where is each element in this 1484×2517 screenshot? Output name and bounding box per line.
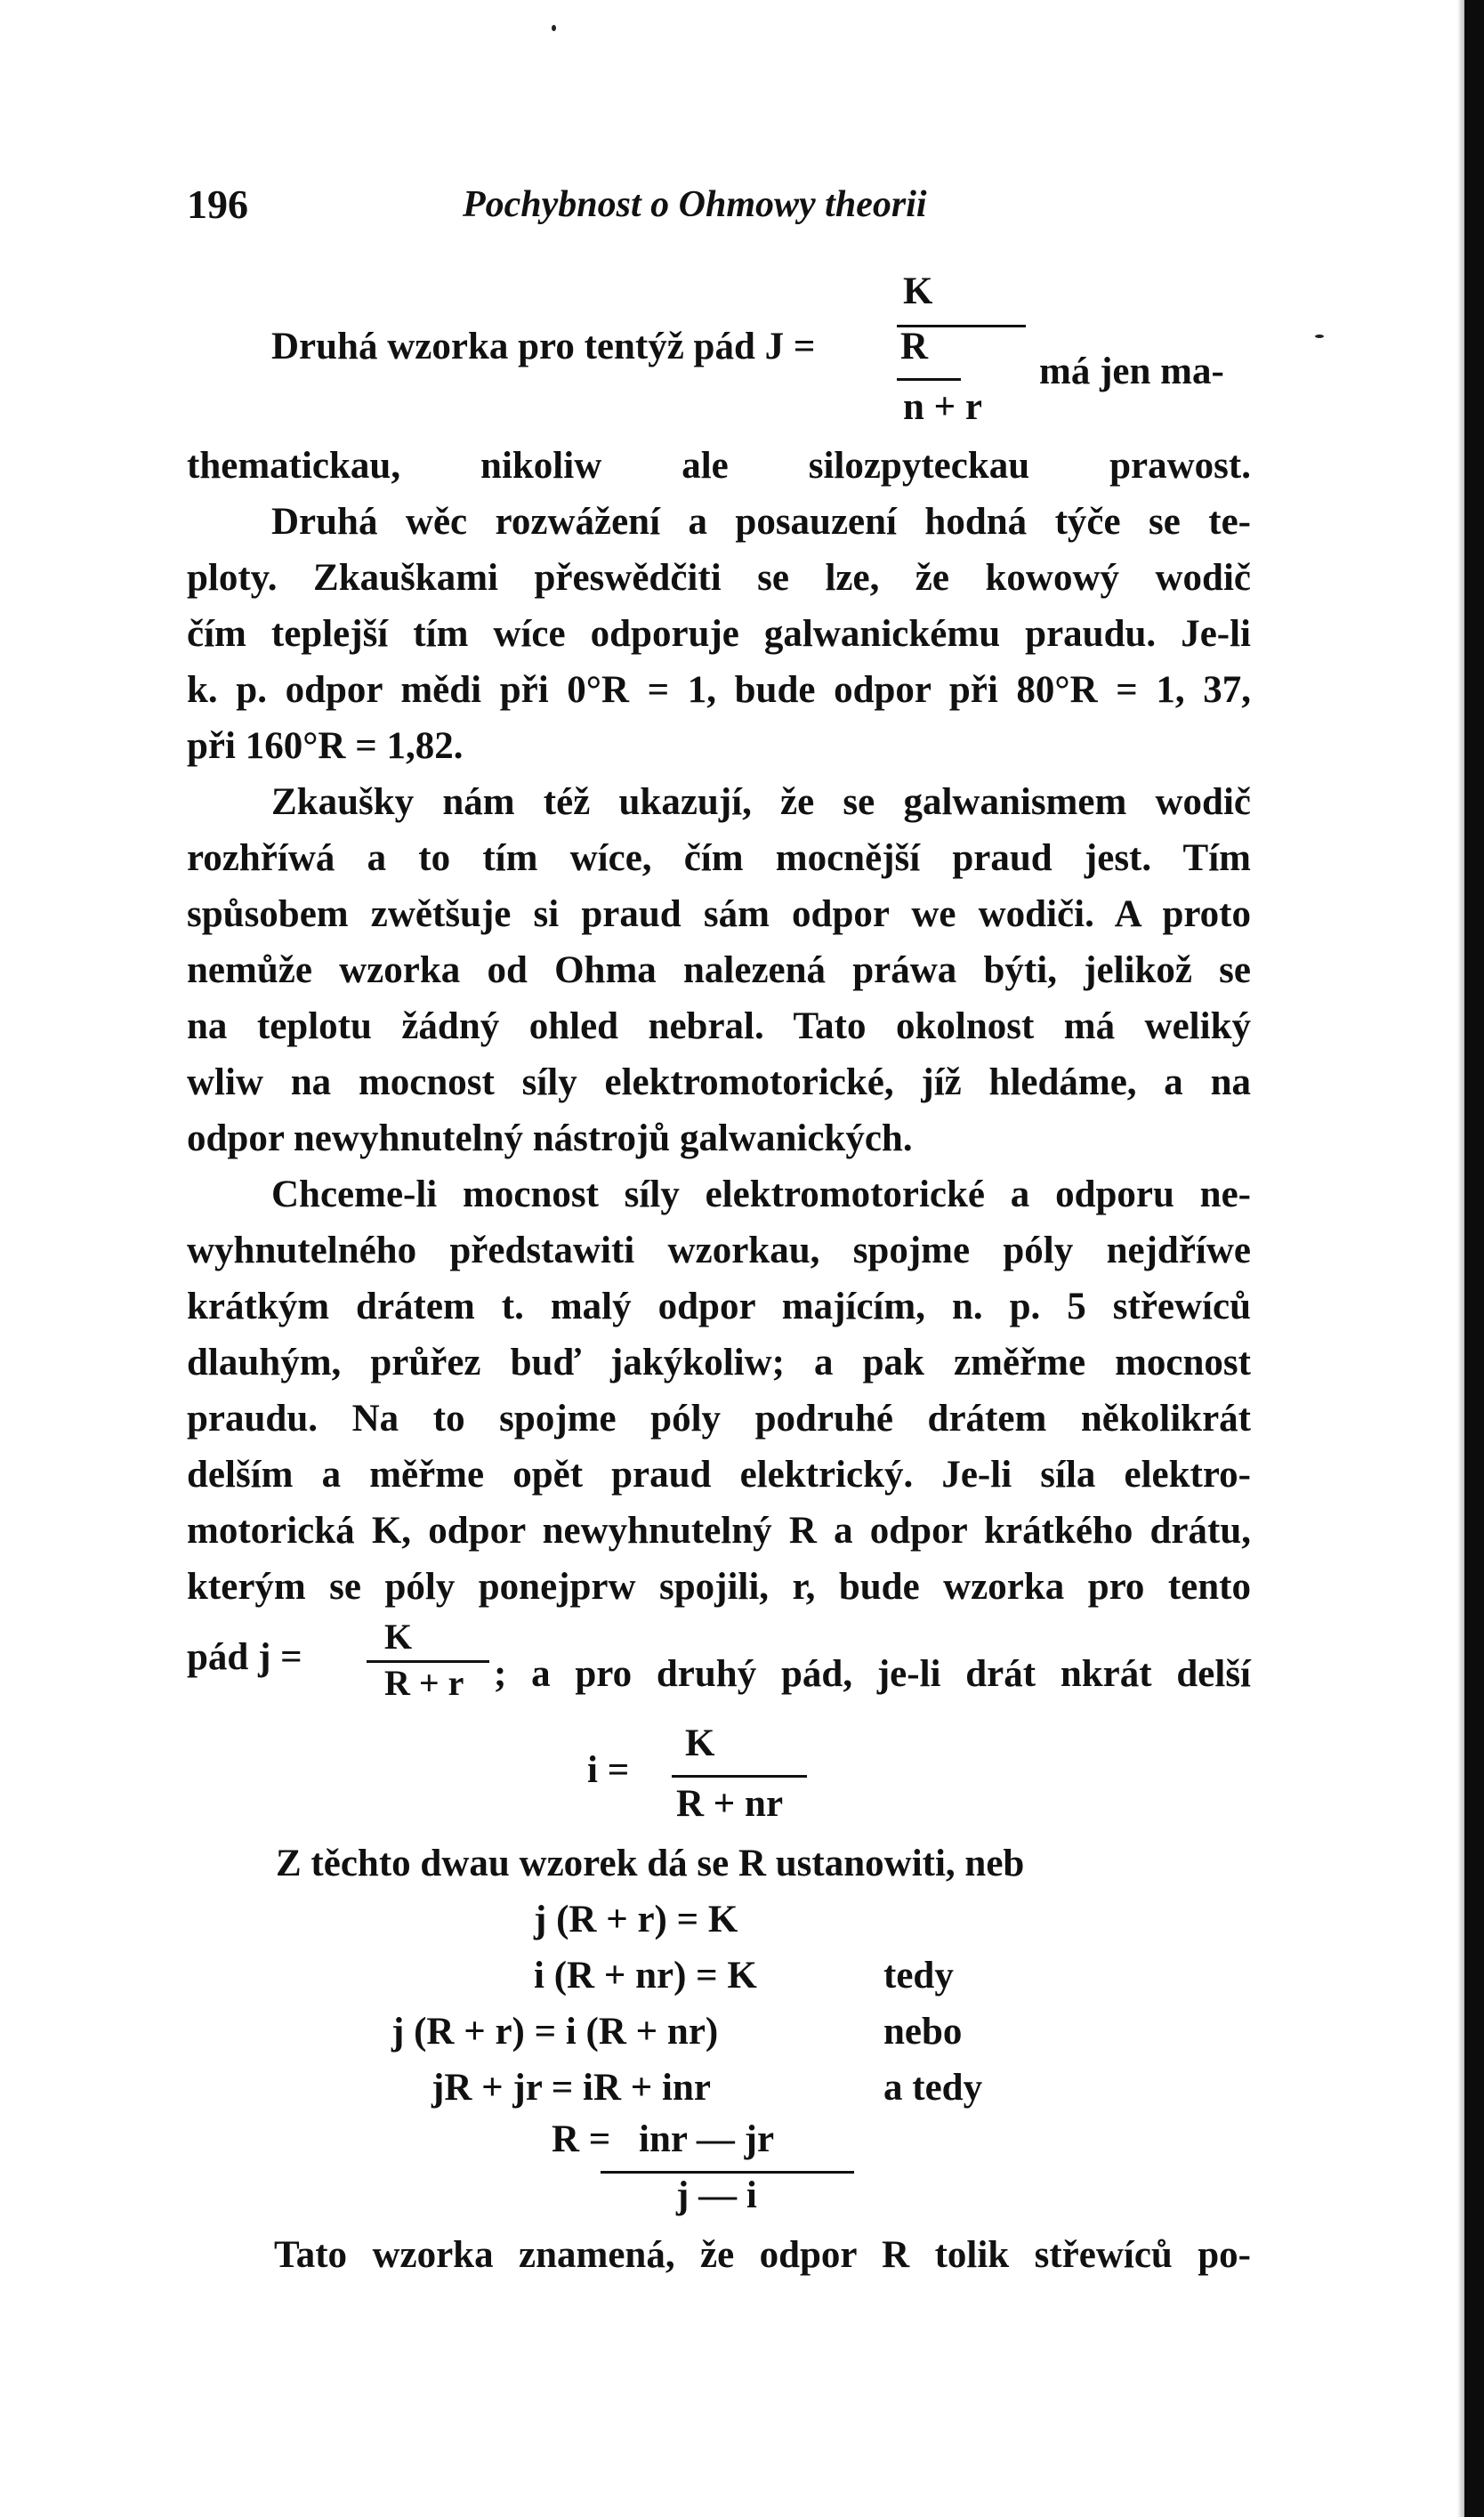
text-line-indent: Zkaušky nám též ukazují, že se galwanismem wodič [271,781,1251,823]
equation: i (R + nr) = K [534,1955,757,1997]
formula1-numerator-inner: R [900,326,929,367]
text-line: Z těchto dwau wzorek dá se R ustanowiti, neb [276,1843,1025,1884]
text-line: k. p. odpor mědi při 0°R = 1, bude odpor při 80°R = 1, 37, [187,669,1251,711]
equation-note: a tedy [883,2067,983,2109]
text-line: spůsobem zwětšuje si praud sám odpor we wodiči. A proto [187,893,1251,935]
equation: j (R + r) = K [534,1899,738,1940]
text-line: dlauhým, průřez buď jakýkoliw; a pak změřme mocnost [187,1342,1251,1384]
page-edge [1457,0,1464,2517]
text-line-indent: Druhá wěc rozwážení a posauzení hodná týče se te- [271,501,1251,543]
text-line: wyhnutelného předstawiti wzorkau, spojme póly nejdříwe [187,1230,1251,1271]
formula1-numerator-top: K [903,270,933,312]
running-title: Pochybnost o Ohmowy theorii [463,184,927,225]
formula3-numerator: K [685,1722,715,1764]
text-line: nemůže wzorka od Ohma nalezená práwa býti, jelikož se [187,949,1251,991]
formula1-inner-bar [897,378,961,381]
formula3-bar [672,1775,807,1778]
formula1-lead: Druhá wzorka pro tentýž pád J = [271,326,816,367]
print-speck [552,25,556,31]
formula3-denominator: R + nr [676,1783,784,1825]
final-formula-lead: R = [552,2118,611,2160]
text-line: na teplotu žádný ohled nebral. Tato okolnost má weliký [187,1005,1251,1047]
final-formula-numerator: inr — jr [639,2118,775,2160]
text-line: delším a měřme opět praud elektrický. Je-li síla elektro- [187,1454,1251,1496]
formula2-lead: pád j = [187,1636,302,1678]
formula1-denominator: n + r [903,386,983,428]
formula2-denominator: R + r [384,1663,464,1703]
text-line: kterým se póly ponejprw spojili, r, bude wzorka pro tento [187,1566,1251,1608]
book-spine-shadow [1464,0,1484,2517]
text-line: thematickau, nikoliw ale silozpyteckau prawost. [187,445,1251,487]
formula2-numerator: K [384,1617,413,1657]
final-formula-denominator: j — i [676,2174,757,2216]
text-line-end: odpor newyhnutelný nástrojů galwanických. [187,1117,913,1159]
equation: jR + jr = iR + inr [431,2067,711,2109]
equation-note: tedy [883,1955,954,1997]
page-number: 196 [187,182,248,227]
formula1-tail: má jen ma- [1039,351,1224,392]
text-line: ploty. Zkauškami přeswědčiti se lze, že kowowý wodič [187,557,1251,599]
equation-note: nebo [883,2011,963,2053]
text-line: krátkým drátem t. malý odpor majícím, n. p. 5 střewíců [187,1286,1251,1327]
text-line-end: při 160°R = 1,82. [187,725,464,767]
formula3-lead: i = [587,1749,630,1791]
print-speck [1315,335,1324,338]
text-line: motorická K, odpor newyhnutelný R a odpor krátkého drátu, [187,1510,1251,1552]
text-line: čím teplejší tím wíce odporuje galwanickému praudu. Je-li [187,613,1251,655]
text-line-last: Tato wzorka znamená, že odpor R tolik střewíců po- [274,2234,1251,2276]
text-line: praudu. Na to spojme póly podruhé drátem několikrát [187,1398,1251,1440]
text-line-indent: Chceme-li mocnost síly elektromotorické a odporu ne- [271,1174,1251,1215]
text-line: wliw na mocnost síly elektromotorické, jíž hledáme, a na [187,1061,1251,1103]
equation: j (R + r) = i (R + nr) [391,2011,719,2053]
formula2-tail: ; a pro druhý pád, je-li drát nkrát delší [494,1653,1251,1695]
text-line: rozhříwá a to tím wíce, čím mocnější praud jest. Tím [187,837,1251,879]
